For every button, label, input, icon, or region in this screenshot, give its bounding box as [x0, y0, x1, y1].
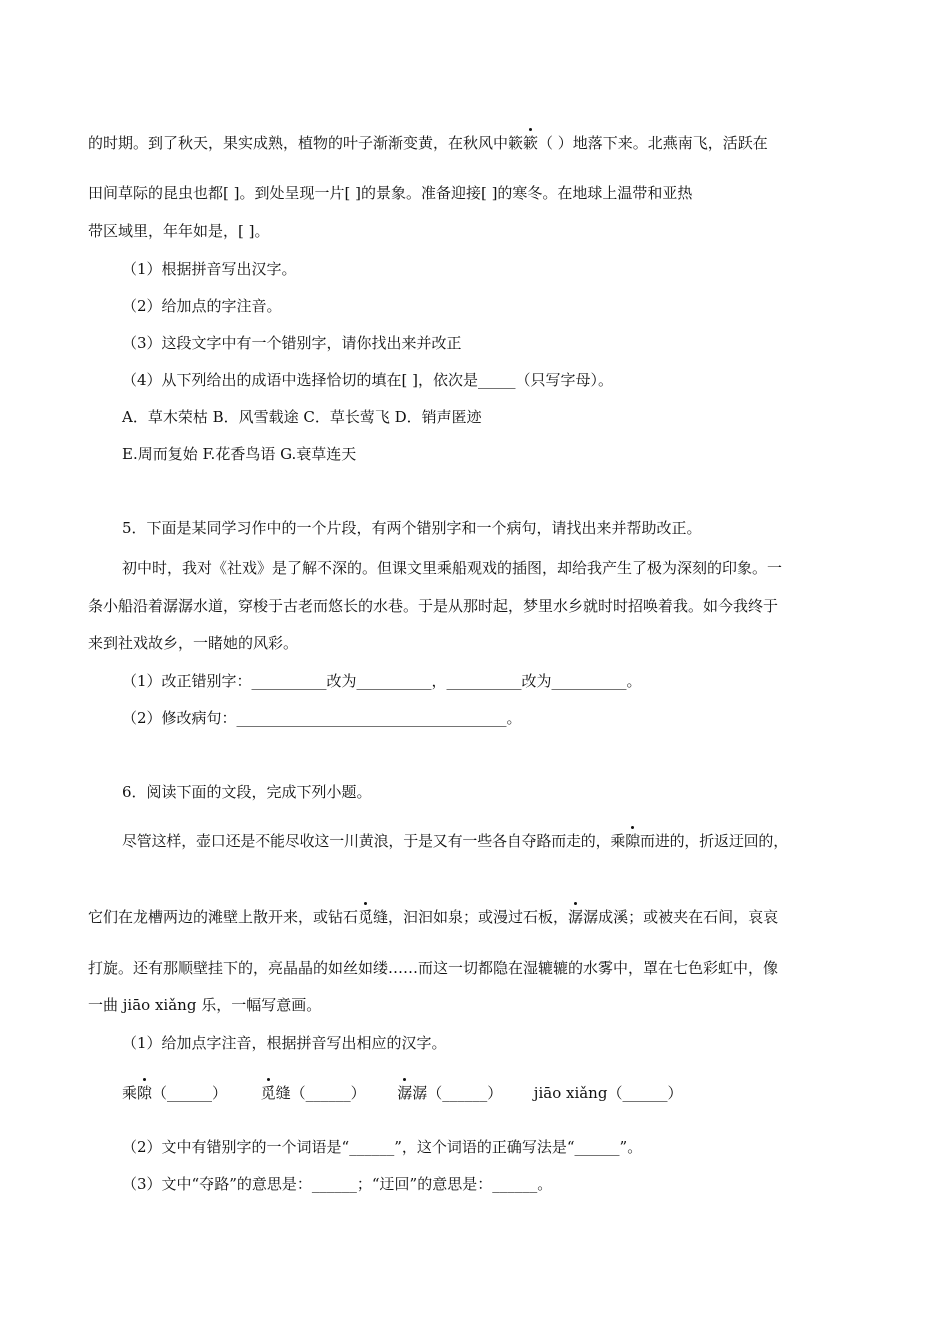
passage4-line3: 带区域里，年年如是，[ ]。 [88, 222, 270, 240]
text: 潺（______） [412, 1084, 503, 1102]
question-4-2: （2）给加点的字注音。 [122, 297, 282, 315]
question-4-1: （1）根据拼音写出汉字。 [122, 260, 297, 278]
question-4-3: （3）这段文字中有一个错别字，请你找出来并改正 [122, 334, 462, 352]
section-5-title: 5．下面是某同学习作中的一个片段，有两个错别字和一个病句，请找出来并帮助改正。 [122, 519, 702, 537]
section-6-passage-line2 [88, 907, 778, 927]
text: （ ）地落下来。北燕南飞，活跃在 [538, 134, 768, 152]
dotted-char: 簌 [523, 134, 539, 152]
dotted-char: 觅 [260, 1084, 276, 1102]
section-6-passage-line4: 一曲 jiāo xiǎng 乐，一幅写意画。 [88, 996, 322, 1014]
options-row-2: E.周而复始 F.花香鸟语 G.衰草连天 [122, 445, 357, 463]
text: 它们在龙槽两边的滩壁上散开来，或钻石 [88, 908, 359, 926]
text: 乘 [122, 1084, 138, 1102]
section-6-passage-line3: 打旋。还有那顺壁挂下的，亮晶晶的如丝如缕……而这一切都隐在湿辘辘的水雾中，罩在七色彩虹中，像 [88, 959, 779, 977]
pinyin-answer-row [122, 1083, 682, 1103]
dotted-char: 潺 [397, 1084, 413, 1102]
text: 潺成溪；或被夹在石间，哀哀 [583, 908, 779, 926]
text: 缝（______） [275, 1084, 366, 1102]
section-5-passage-line3: 来到社戏故乡，一睹她的风彩。 [88, 634, 299, 652]
text: （______） [152, 1084, 228, 1102]
section-5-passage-line2: 条小船沿着潺潺水道，穿梭于古老而悠长的水巷。于是从那时起，梦里水乡就时时招唤着我。如今我终于 [88, 597, 779, 615]
section-5-passage-line1: 初中时，我对《社戏》是了解不深的。但课文里乘船观戏的插图，却给我产生了极为深刻的印象。一 [122, 559, 783, 577]
text: 缝，汩汩如泉；或漫过石板， [373, 908, 569, 926]
passage4-line2: 田间草际的昆虫也都[ ]。到处呈现一片[ ]的景象。准备迎接[ ]的寒冬。在地球上温带和亚热 [88, 184, 693, 202]
question-6-1: （1）给加点字注音，根据拼音写出相应的汉字。 [122, 1034, 447, 1052]
question-6-2: （2）文中有错别字的一个词语是“______”，这个词语的正确写法是“______”。 [122, 1138, 643, 1156]
section-6-title: 6．阅读下面的文段，完成下列小题。 [122, 783, 372, 801]
text: jiāo xiǎng（______） [533, 1084, 683, 1102]
question-6-3: （3）文中“夺路”的意思是：______；“迂回”的意思是：______。 [122, 1175, 553, 1193]
section-6-passage-line1 [122, 831, 788, 851]
dotted-char: 觅 [358, 908, 374, 926]
options-row-1: A．草木荣枯 B．风雪载途 C．草长莺飞 D．销声匿迹 [122, 408, 482, 426]
dotted-char: 隙 [625, 832, 641, 850]
dotted-char: 隙 [137, 1084, 153, 1102]
text: 的时期。到了秋天，果实成熟，植物的叶子渐渐变黄，在秋风中簌 [88, 134, 524, 152]
question-5-2: （2）修改病句：____________________________________。 [122, 709, 522, 727]
question-4-4: （4）从下列给出的成语中选择恰切的填在[ ]，依次是_____（只写字母）。 [122, 371, 614, 389]
text: 而进的，折返迂回的， [640, 832, 789, 850]
passage4-line1 [88, 133, 768, 153]
question-5-1: （1）改正错别字：__________改为__________，__________改为__________。 [122, 672, 642, 690]
dotted-char: 潺 [568, 908, 584, 926]
text: 尽管这样，壶口还是不能尽收这一川黄浪，于是又有一些各自夺路而走的，乘 [122, 832, 626, 850]
